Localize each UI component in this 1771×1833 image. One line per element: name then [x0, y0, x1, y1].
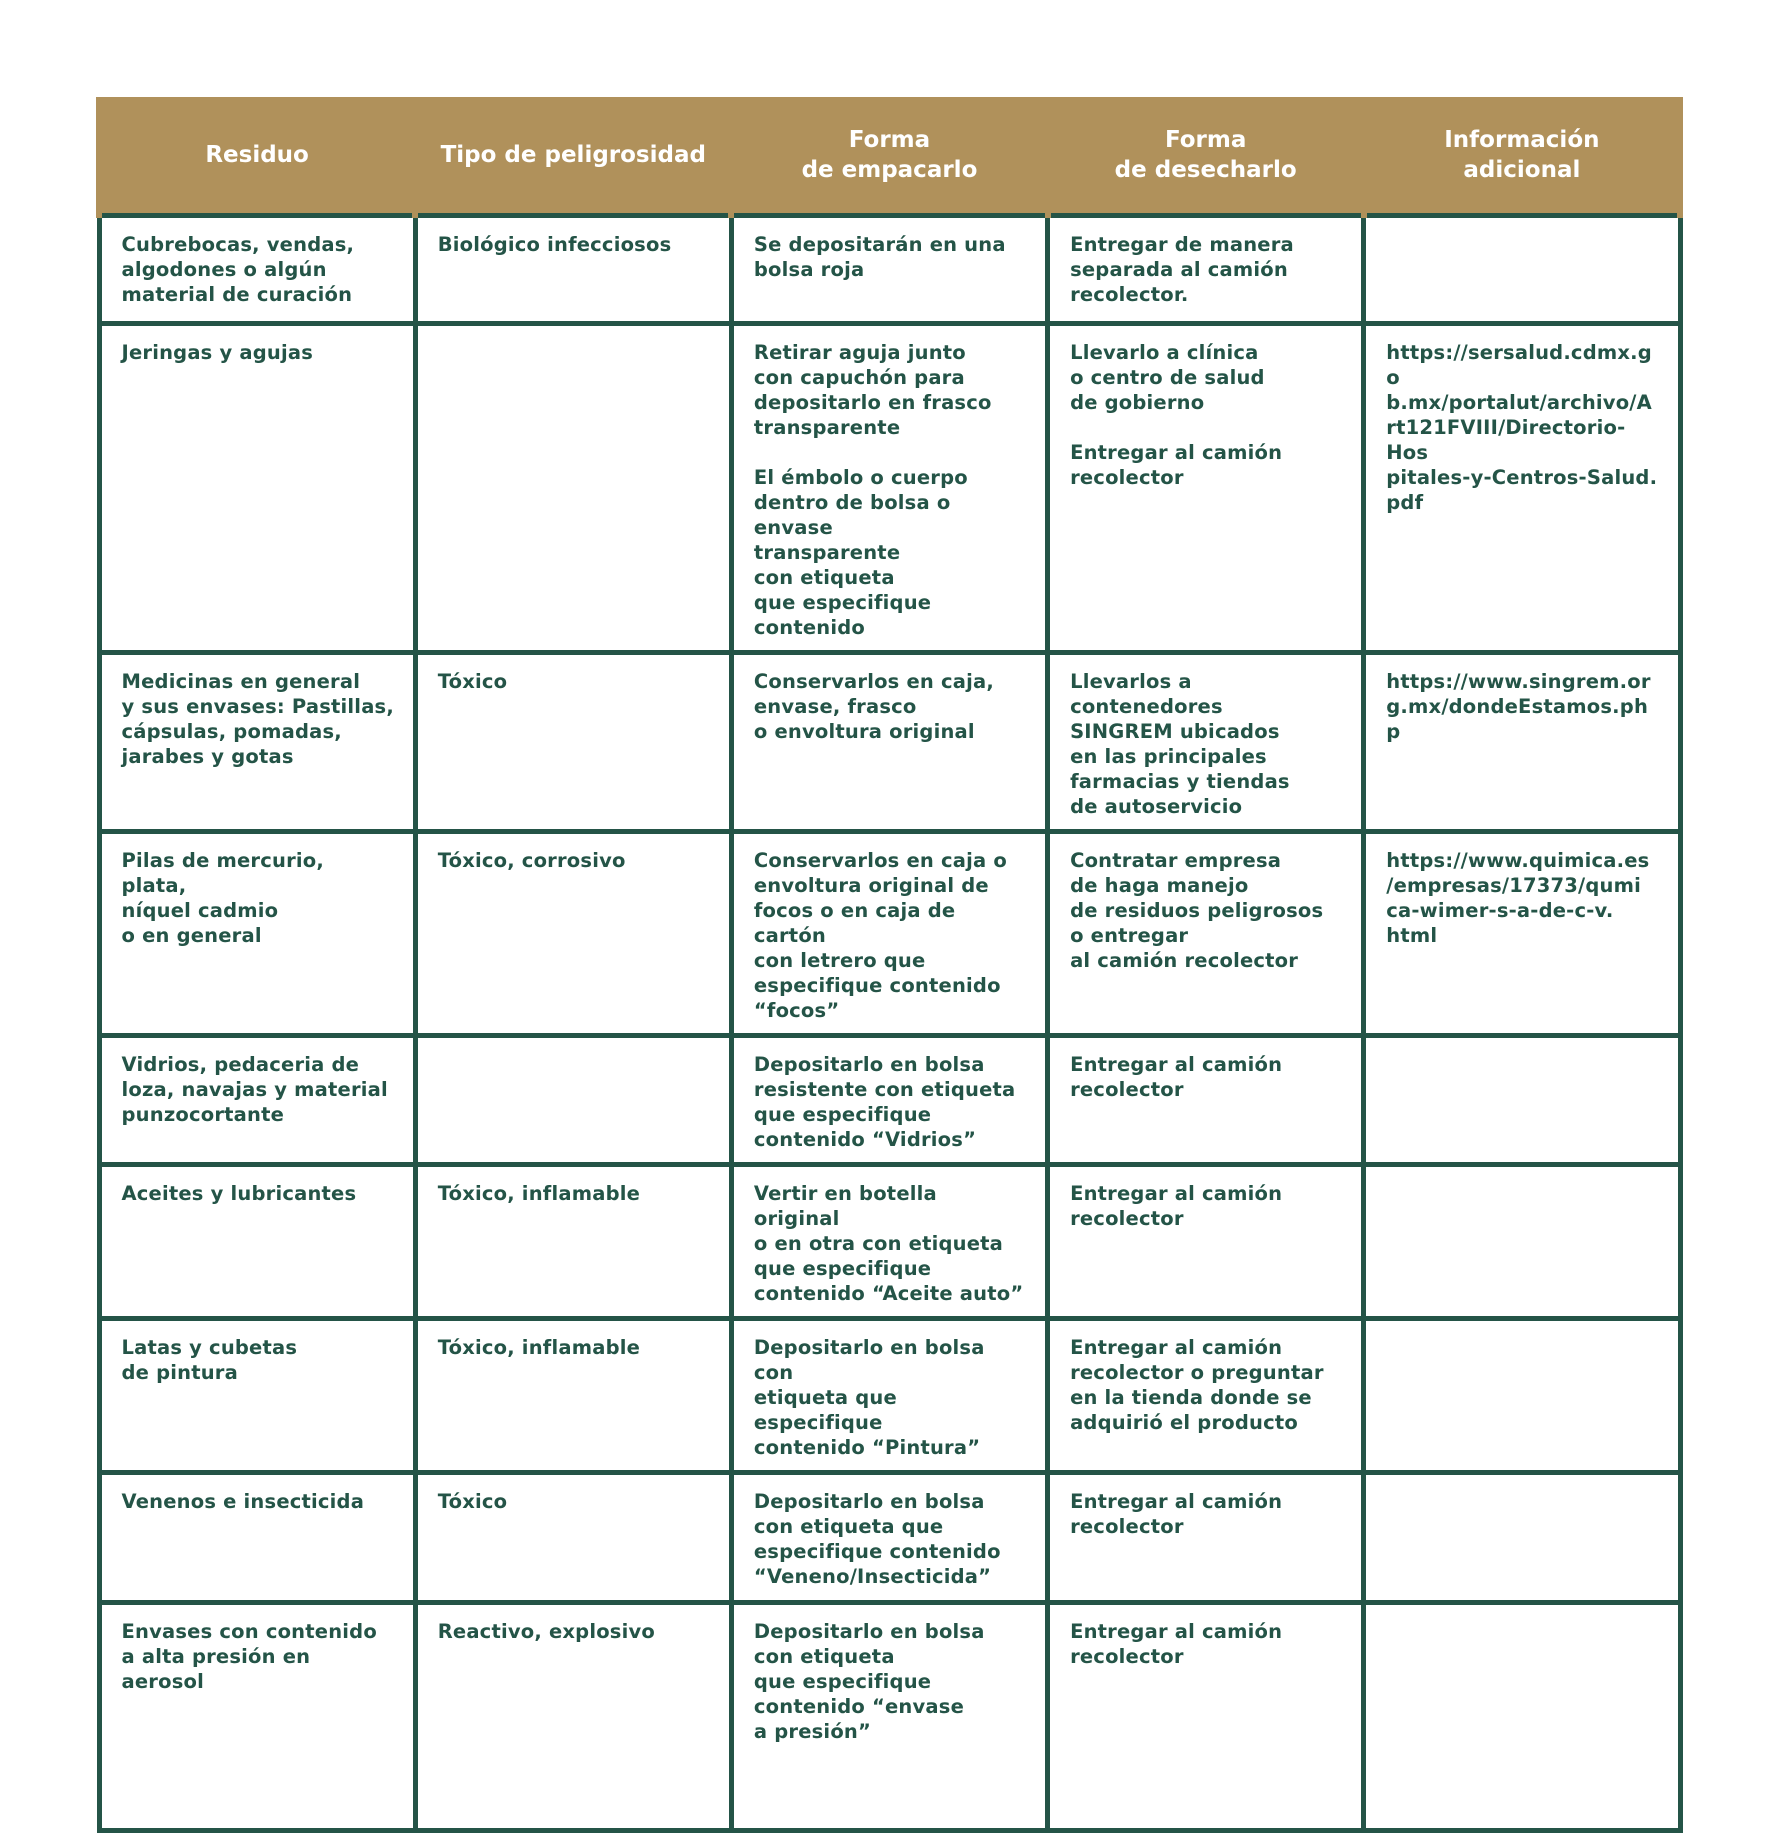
- cell-info: [1364, 1319, 1680, 1473]
- cell-info[interactable]: [1364, 216, 1680, 324]
- cell-desecho: Entregar al camión recolector: [1048, 1473, 1364, 1603]
- table-header: [99, 97, 1680, 216]
- header-informacion-adicional: Información adicional: [1364, 97, 1680, 216]
- cell-desecho: Llevarlo a clínica o centro de salud de gobierno Entregar al camión recolector: [1048, 324, 1364, 653]
- cell-residuo: Vidrios, pedaceria de loza, navajas y material punzocortante: [99, 1036, 415, 1165]
- waste-table-container: [96, 97, 1683, 1833]
- table-body: [99, 216, 1680, 1831]
- hazardous-waste-table: [96, 97, 1683, 1833]
- table-row: [99, 1036, 1680, 1165]
- cell-info: [1364, 1473, 1680, 1603]
- table-row: [99, 1473, 1680, 1603]
- cell-residuo: Medicinas en general y sus envases: Pastillas, cápsulas, pomadas, jarabes y gotas: [99, 653, 415, 832]
- cell-desecho: Entregar al camión recolector o preguntar en la tienda donde se adquirió el producto: [1048, 1319, 1364, 1473]
- header-tipo-peligrosidad: Tipo de peligrosidad: [415, 97, 731, 216]
- cell-empaque: Se depositarán en una bolsa roja: [731, 216, 1047, 324]
- cell-tipo: Biológico infecciosos: [415, 216, 731, 324]
- cell-info-link[interactable]: https://www.quimica.es /empresas/17373/qumi ca-wimer-s-a-de-c-v. html: [1364, 832, 1680, 1036]
- cell-empaque: Vertir en botella original o en otra con etiqueta que especifique contenido “Aceite auto”: [731, 1165, 1047, 1319]
- cell-residuo: Jeringas y agujas: [99, 324, 415, 653]
- cell-info: [1364, 1165, 1680, 1319]
- cell-desecho: Entregar al camión recolector: [1048, 1165, 1364, 1319]
- cell-desecho: Contratar empresa de haga manejo de residuos peligrosos o entregar al camión recolector: [1048, 832, 1364, 1036]
- table-row: [99, 1319, 1680, 1473]
- cell-residuo: Aceites y lubricantes: [99, 1165, 415, 1319]
- header-forma-desecharlo: Forma de desecharlo: [1048, 97, 1364, 216]
- cell-desecho: Llevarlos a contenedores SINGREM ubicados en las principales farmacias y tiendas de autoservicio: [1048, 653, 1364, 832]
- cell-empaque: Depositarlo en bolsa con etiqueta que especifique contenido “envase a presión”: [731, 1603, 1047, 1831]
- cell-empaque: Depositarlo en bolsa con etiqueta que especifique contenido “Veneno/Insecticida”: [731, 1473, 1047, 1603]
- table-row: [99, 1603, 1680, 1831]
- table-row: [99, 216, 1680, 324]
- header-forma-empacarlo: Forma de empacarlo: [731, 97, 1047, 216]
- cell-residuo: Pilas de mercurio, plata, níquel cadmio o en general: [99, 832, 415, 1036]
- table-row: [99, 324, 1680, 653]
- cell-tipo: Tóxico: [415, 1473, 731, 1603]
- header-residuo: Residuo: [99, 97, 415, 216]
- cell-tipo: Tóxico, corrosivo: [415, 832, 731, 1036]
- cell-desecho: Entregar de manera separada al camión recolector.: [1048, 216, 1364, 324]
- cell-info: [1364, 1603, 1680, 1831]
- cell-empaque: Depositarlo en bolsa resistente con etiqueta que especifique contenido “Vidrios”: [731, 1036, 1047, 1165]
- cell-tipo: Tóxico, inflamable: [415, 1319, 731, 1473]
- cell-tipo: [415, 1036, 731, 1165]
- cell-tipo: [415, 324, 731, 653]
- table-row: [99, 1165, 1680, 1319]
- cell-desecho: Entregar al camión recolector: [1048, 1036, 1364, 1165]
- cell-tipo: Tóxico, inflamable: [415, 1165, 731, 1319]
- table-row: [99, 832, 1680, 1036]
- cell-empaque: Depositarlo en bolsa con etiqueta que especifique contenido “Pintura”: [731, 1319, 1047, 1473]
- cell-desecho: Entregar al camión recolector: [1048, 1603, 1364, 1831]
- cell-residuo: Latas y cubetas de pintura: [99, 1319, 415, 1473]
- cell-empaque: Conservarlos en caja, envase, frasco o envoltura original: [731, 653, 1047, 832]
- cell-tipo: Reactivo, explosivo: [415, 1603, 731, 1831]
- cell-empaque: Retirar aguja junto con capuchón para depositarlo en frasco transparente El émbolo o cuerpo dentro de bolsa o envase transparente con etiqueta que especifique contenido: [731, 324, 1047, 653]
- cell-residuo: Cubrebocas, vendas, algodones o algún material de curación: [99, 216, 415, 324]
- cell-residuo: Venenos e insecticida: [99, 1473, 415, 1603]
- cell-info: [1364, 1036, 1680, 1165]
- cell-info-link[interactable]: https://www.singrem.or g.mx/dondeEstamos.php: [1364, 653, 1680, 832]
- table-row: [99, 653, 1680, 832]
- cell-tipo: Tóxico: [415, 653, 731, 832]
- header-row: [99, 97, 1680, 216]
- cell-residuo: Envases con contenido a alta presión en aerosol: [99, 1603, 415, 1831]
- cell-info-link[interactable]: https://sersalud.cdmx.go b.mx/portalut/archivo/A rt121FVIII/Directorio-Hos pitales-y-Centros-Salud. pdf: [1364, 324, 1680, 653]
- cell-empaque: Conservarlos en caja o envoltura original de focos o en caja de cartón con letrero que especifique contenido “focos”: [731, 832, 1047, 1036]
